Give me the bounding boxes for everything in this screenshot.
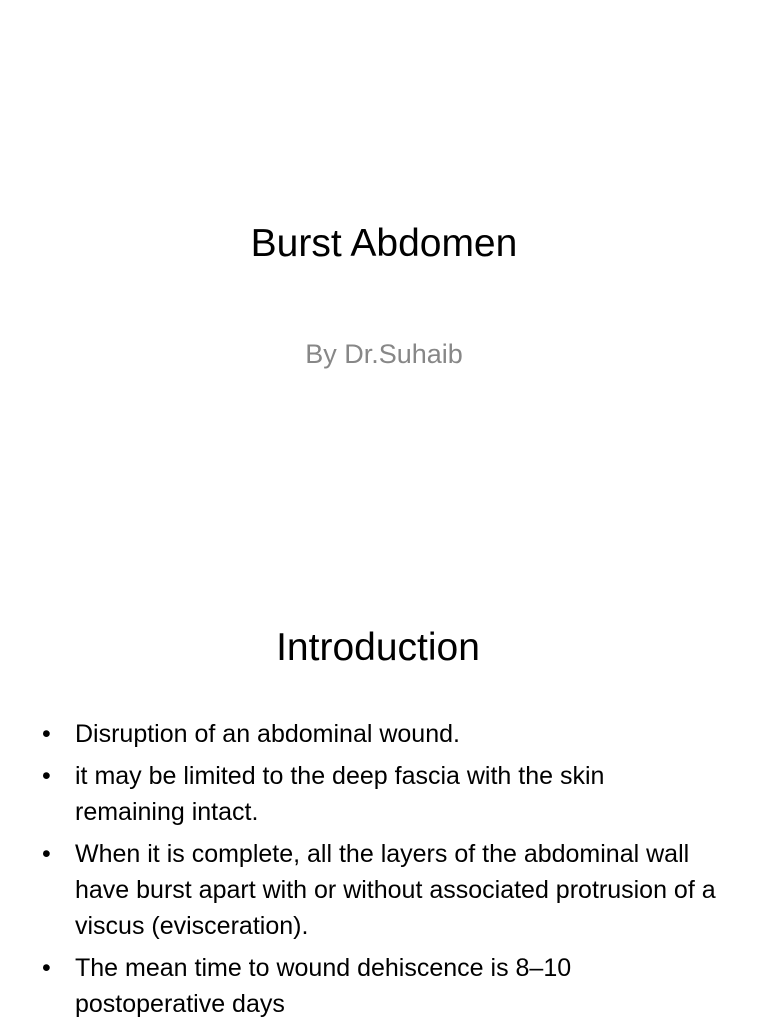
bullet-text: it may be limited to the deep fascia with the skin remaining intact.: [75, 762, 605, 826]
introduction-slide: [0, 576, 768, 1024]
bullet-dot-icon: •: [42, 840, 51, 868]
bullet-item: [38, 716, 718, 752]
bullet-item: [38, 950, 718, 1022]
slide-title: Burst Abdomen: [250, 222, 518, 265]
bullet-text: When it is complete, all the layers of the abdominal wall have burst apart with or without associated protrusion of a viscus (evisceration).: [75, 840, 716, 940]
slide-subtitle: By Dr.Suhaib: [305, 339, 463, 369]
bullet-dot-icon: •: [42, 954, 51, 982]
bullet-item: [38, 758, 718, 830]
section-title: Introduction: [276, 626, 480, 669]
bullet-dot-icon: •: [42, 720, 51, 748]
bullet-dot-icon: •: [42, 762, 51, 790]
bullet-text: Disruption of an abdominal wound.: [75, 720, 460, 748]
bullet-list: [38, 716, 718, 1028]
bullet-text: The mean time to wound dehiscence is 8–10 postoperative days: [75, 954, 572, 1018]
bullet-item: [38, 836, 718, 944]
